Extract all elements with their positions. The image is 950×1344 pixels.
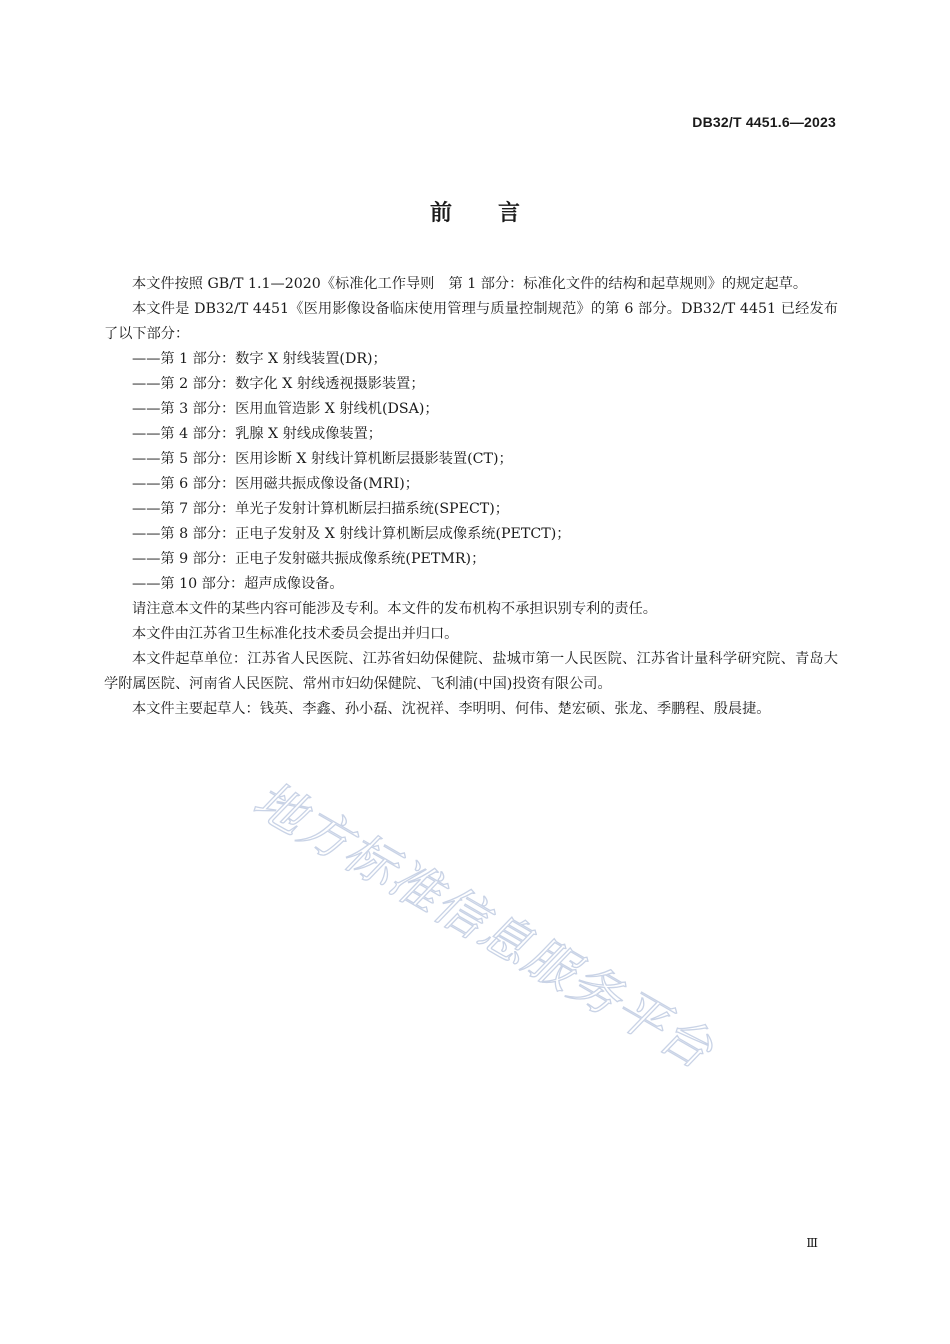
title-char-1: 前 [429, 201, 452, 226]
page-title [0, 196, 950, 227]
drafters: 本文件主要起草人：钱英、李鑫、孙小磊、沈祝祥、李明明、何伟、楚宏硕、张龙、季鹏程、殷晨捷。 [132, 701, 771, 717]
list-item: ——第 1 部分：数字 X 射线装置(DR)； [132, 351, 387, 367]
title-char-2: 言 [498, 201, 521, 226]
list-item: ——第 7 部分：单光子发射计算机断层扫描系统(SPECT)； [132, 501, 509, 517]
intro-paragraph-1: 本文件按照 GB/T 1.1—2020《标准化工作导则 第 1 部分：标准化文件的结构和起草规则》的规定起草。 [132, 276, 808, 292]
page-number: Ⅲ [806, 1236, 818, 1250]
list-item: ——第 3 部分：医用血管造影 X 射线机(DSA)； [132, 401, 439, 417]
proposer-statement: 本文件由江苏省卫生标准化技术委员会提出并归口。 [132, 626, 459, 642]
parts-list [104, 347, 838, 597]
patent-notice: 请注意本文件的某些内容可能涉及专利。本文件的发布机构不承担识别专利的责任。 [132, 601, 657, 617]
list-item: ——第 10 部分：超声成像设备。 [132, 576, 344, 592]
intro-paragraph-2: 本文件是 DB32/T 4451《医用影像设备临床使用管理与质量控制规范》的第 6 部分。DB32/T 4451 已经发布了以下部分： [104, 301, 838, 342]
foreword-body [104, 272, 838, 722]
list-item: ——第 5 部分：医用诊断 X 射线计算机断层摄影装置(CT)； [132, 451, 513, 467]
list-item: ——第 8 部分：正电子发射及 X 射线计算机断层成像系统(PETCT)； [132, 526, 571, 542]
watermark [240, 770, 820, 1090]
standard-code: DB32/T 4451.6—2023 [692, 114, 836, 130]
list-item: ——第 9 部分：正电子发射磁共振成像系统(PETMR)； [132, 551, 486, 567]
list-item: ——第 2 部分：数字化 X 射线透视摄影装置； [132, 376, 425, 392]
watermark-text: 地方标准信息服务平台 [244, 770, 724, 1081]
list-item: ——第 4 部分：乳腺 X 射线成像装置； [132, 426, 382, 442]
drafting-units: 本文件起草单位：江苏省人民医院、江苏省妇幼保健院、盐城市第一人民医院、江苏省计量科学研究院、青岛大学附属医院、河南省人民医院、常州市妇幼保健院、飞利浦(中国)投资有限公司。 [104, 651, 838, 692]
list-item: ——第 6 部分：医用磁共振成像设备(MRI)； [132, 476, 419, 492]
